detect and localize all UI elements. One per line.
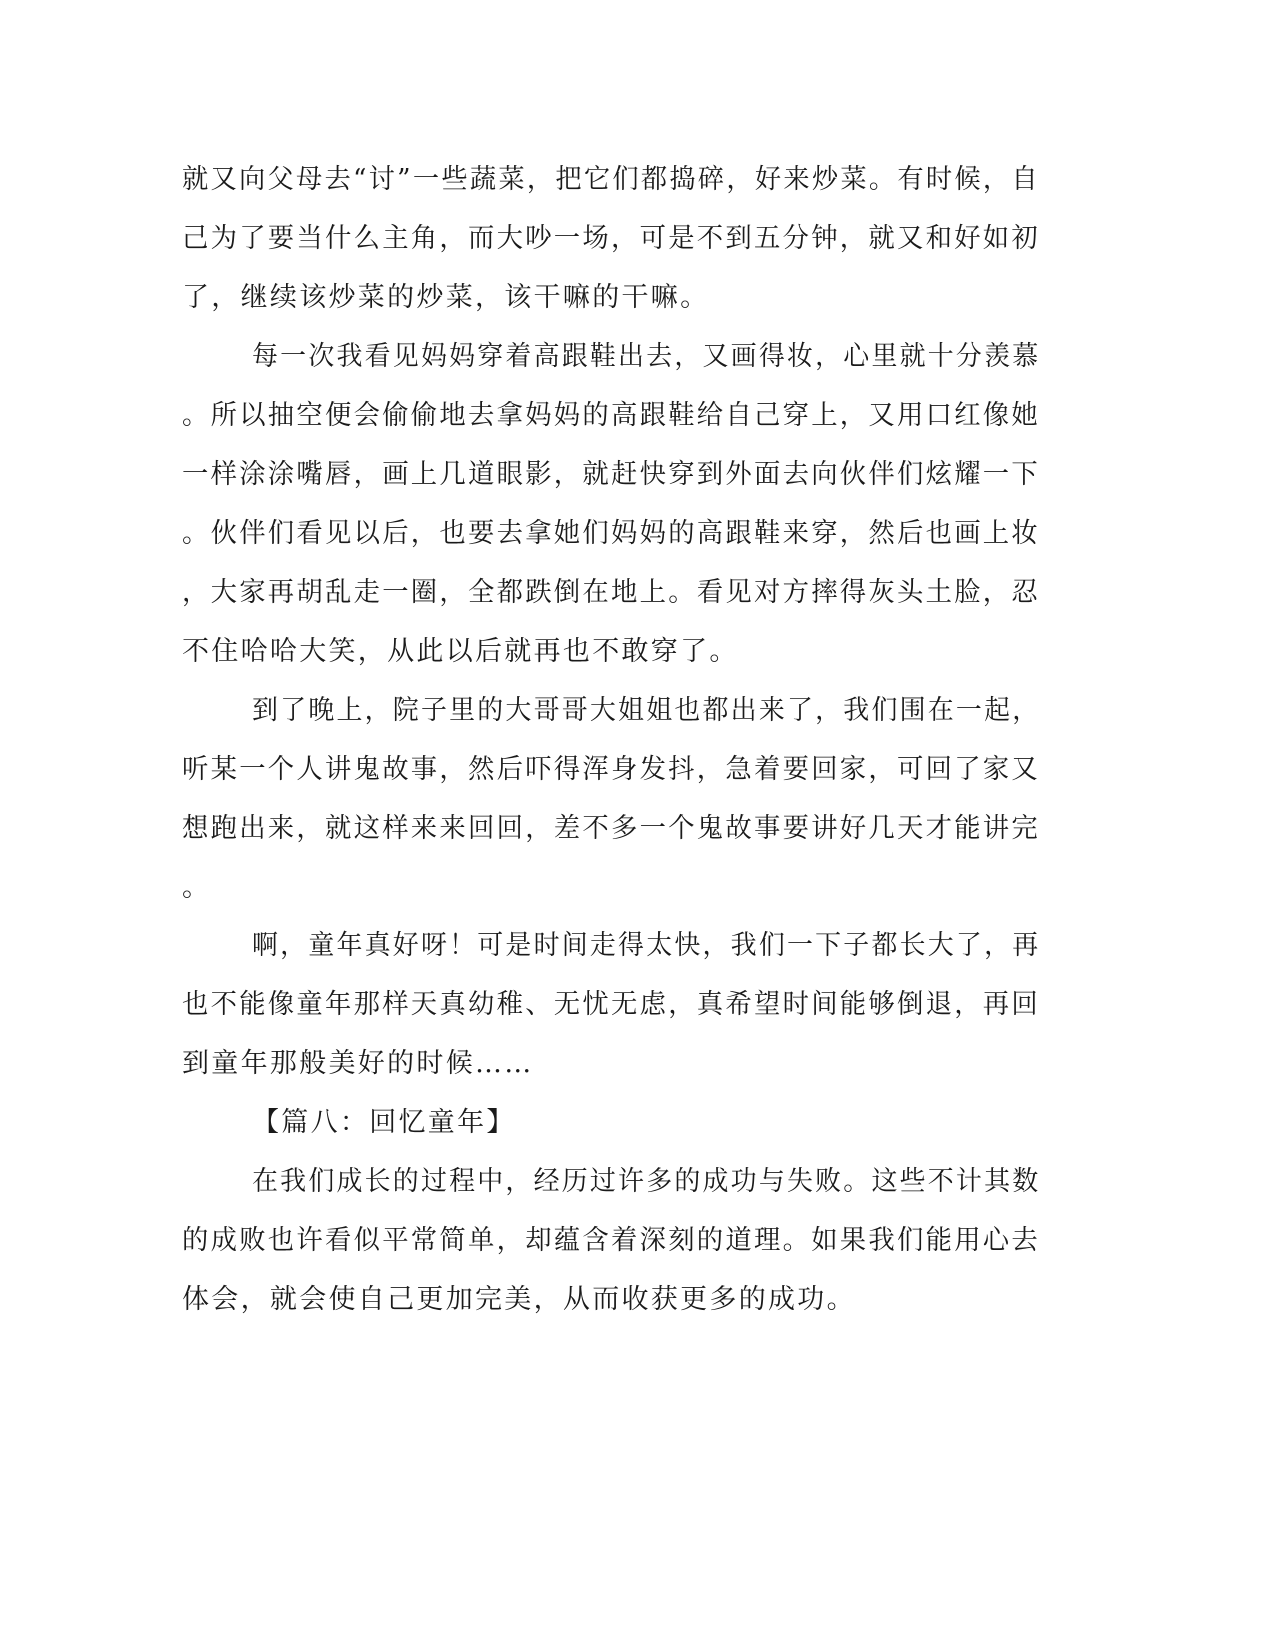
text-line-10: 到了晚上，院子里的大哥哥大姐姐也都出来了，我们围在一起， <box>252 695 1041 726</box>
section-heading: 【篇八：回忆童年】 <box>252 1107 516 1138</box>
text-line-16: 到童年那般美好的时候…… <box>182 1048 534 1079</box>
text-line-8: ，大家再胡乱走一圈，全都跌倒在地上。看见对方摔得灰头土脸，忍 <box>182 577 1040 608</box>
text-line-19: 的成败也许看似平常简单，却蕴含着深刻的道理。如果我们能用心去 <box>182 1225 1040 1256</box>
text-line-1: 就又向父母去“讨”一些蔬菜，把它们都捣碎，好来炒菜。有时候，自 <box>182 164 1040 195</box>
text-line-3: 了，继续该炒菜的炒菜，该干嘛的干嘛。 <box>182 282 710 313</box>
text-line-12: 想跑出来，就这样来来回回，差不多一个鬼故事要讲好几天才能讲完 <box>182 813 1040 844</box>
text-line-18: 在我们成长的过程中，经历过许多的成功与失败。这些不计其数 <box>252 1166 1041 1197</box>
text-line-6: 一样涂涂嘴唇，画上几道眼影，就赶快穿到外面去向伙伴们炫耀一下 <box>182 459 1040 490</box>
text-line-9: 不住哈哈大笑，从此以后就再也不敢穿了。 <box>182 636 739 667</box>
text-line-11: 听某一个人讲鬼故事，然后吓得浑身发抖，急着要回家，可回了家又 <box>182 754 1040 785</box>
text-line-5: 。所以抽空便会偷偷地去拿妈妈的高跟鞋给自己穿上，又用口红像她 <box>182 400 1040 431</box>
text-line-7: 。伙伴们看见以后，也要去拿她们妈妈的高跟鞋来穿，然后也画上妆 <box>182 518 1040 549</box>
text-line-2: 己为了要当什么主角，而大吵一场，可是不到五分钟，就又和好如初 <box>182 223 1040 254</box>
text-line-15: 也不能像童年那样天真幼稚、无忧无虑，真希望时间能够倒退，再回 <box>182 989 1040 1020</box>
text-line-14: 啊，童年真好呀！可是时间走得太快，我们一下子都长大了，再 <box>252 930 1041 961</box>
text-line-20: 体会，就会使自己更加完美，从而收获更多的成功。 <box>182 1284 856 1315</box>
text-line-13: 。 <box>182 872 212 903</box>
text-line-4: 每一次我看见妈妈穿着高跟鞋出去，又画得妆，心里就十分羡慕 <box>252 341 1041 372</box>
